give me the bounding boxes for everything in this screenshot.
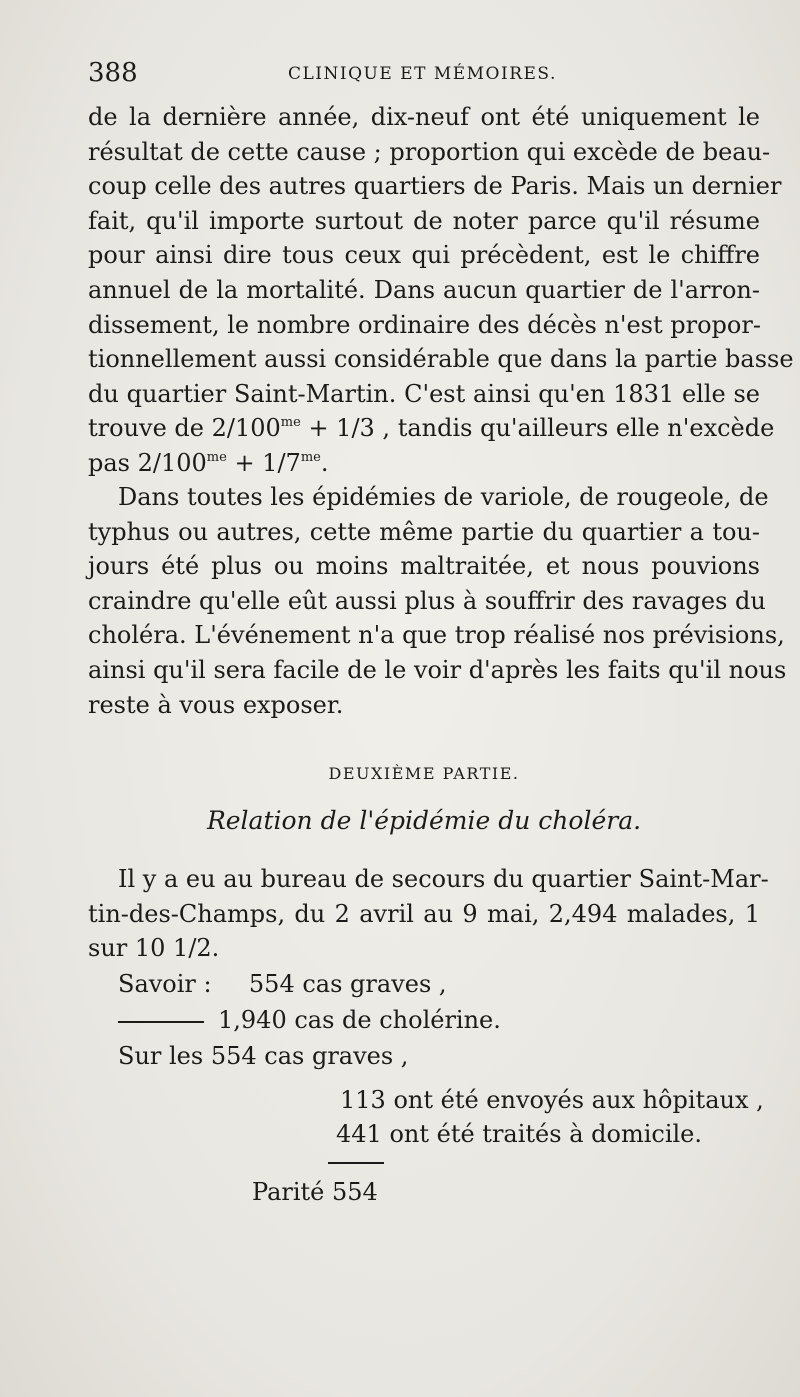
- page-number: 388: [88, 58, 138, 88]
- running-head: CLINIQUE ET MÉMOIRES.: [288, 64, 557, 84]
- text-line: annuel de la mortalité. Dans aucun quartier de l'arron-: [88, 275, 760, 304]
- tally-domicile: 441 ont été traités à domicile.: [336, 1120, 702, 1148]
- text-line: jours été plus ou moins maltraitée, et nous pouvions: [88, 552, 760, 581]
- savoir-value: 554 cas graves ,: [248, 970, 447, 998]
- superscript: me: [280, 415, 301, 431]
- text-line: tin-des-Champs, du 2 avril au 9 mai, 2,494 malades, 1: [88, 899, 760, 928]
- text-line: reste à vous exposer.: [88, 690, 344, 719]
- fraction-text: + 1/7: [226, 448, 301, 477]
- sum-rule: [328, 1162, 384, 1164]
- superscript: me: [206, 449, 227, 465]
- fraction-text: trouve de 2/100: [88, 414, 281, 443]
- superscript: me: [300, 449, 321, 465]
- savoir-label: Savoir :: [118, 970, 212, 998]
- part-heading: DEUXIÈME PARTIE.: [328, 764, 520, 783]
- section-title: Relation de l'épidémie du choléra.: [206, 806, 642, 835]
- tally-parite: Parité 554: [252, 1178, 378, 1206]
- text-line: coup celle des autres quartiers de Paris. Mais un dernier: [88, 172, 782, 201]
- text-line-fraction: [88, 411, 775, 446]
- text-line: choléra. L'événement n'a que trop réalisé nos prévisions,: [88, 621, 785, 650]
- paragraph-2: [88, 480, 787, 722]
- paragraph-1: [88, 100, 794, 481]
- text-line: pour ainsi dire tous ceux qui précèdent, est le chiffre: [88, 241, 760, 270]
- text-line: de la dernière année, dix-neuf ont été uniquement le: [88, 103, 760, 131]
- text-line: typhus ou autres, cette même partie du quartier a tou-: [88, 517, 760, 546]
- text-line: ainsi qu'il sera facile de le voir d'après les faits qu'il nous: [88, 655, 787, 684]
- text-line: du quartier Saint-Martin. C'est ainsi qu'en 1831 elle se: [88, 379, 760, 408]
- cholerine-value: 1,940 cas de cholérine.: [218, 1006, 501, 1034]
- tally-savoir: [118, 970, 447, 998]
- text-line: Dans toutes les épidémies de variole, de rougeole, de: [118, 483, 769, 511]
- tally-sur-les: Sur les 554 cas graves ,: [118, 1042, 409, 1070]
- text-line: fait, qu'il importe surtout de noter parce qu'il résume: [88, 206, 760, 235]
- fraction-text: pas 2/100: [88, 448, 207, 477]
- text-line: sur 10 1/2.: [88, 934, 220, 963]
- page-header: [88, 58, 760, 92]
- text-line-fraction: [88, 446, 760, 481]
- text-line: dissement, le nombre ordinaire des décès n'est propor-: [88, 310, 761, 339]
- fraction-text: .: [320, 448, 329, 477]
- text-line: résultat de cette cause ; proportion qui excède de beau-: [88, 137, 771, 166]
- tally-cholerine: [118, 1006, 501, 1034]
- ditto-rule: [118, 1021, 204, 1023]
- text-line: tionnellement aussi considérable que dans la partie basse: [88, 345, 794, 374]
- text-line: Il y a eu au bureau de secours du quartier Saint-Mar-: [118, 865, 769, 893]
- tally-hopitaux: 113 ont été envoyés aux hôpitaux ,: [340, 1086, 764, 1114]
- paragraph-3: [88, 862, 769, 966]
- fraction-text: + 1/3 , tandis qu'ailleurs elle n'excède: [300, 414, 775, 443]
- text-line: craindre qu'elle eût aussi plus à souffrir des ravages du: [88, 586, 766, 615]
